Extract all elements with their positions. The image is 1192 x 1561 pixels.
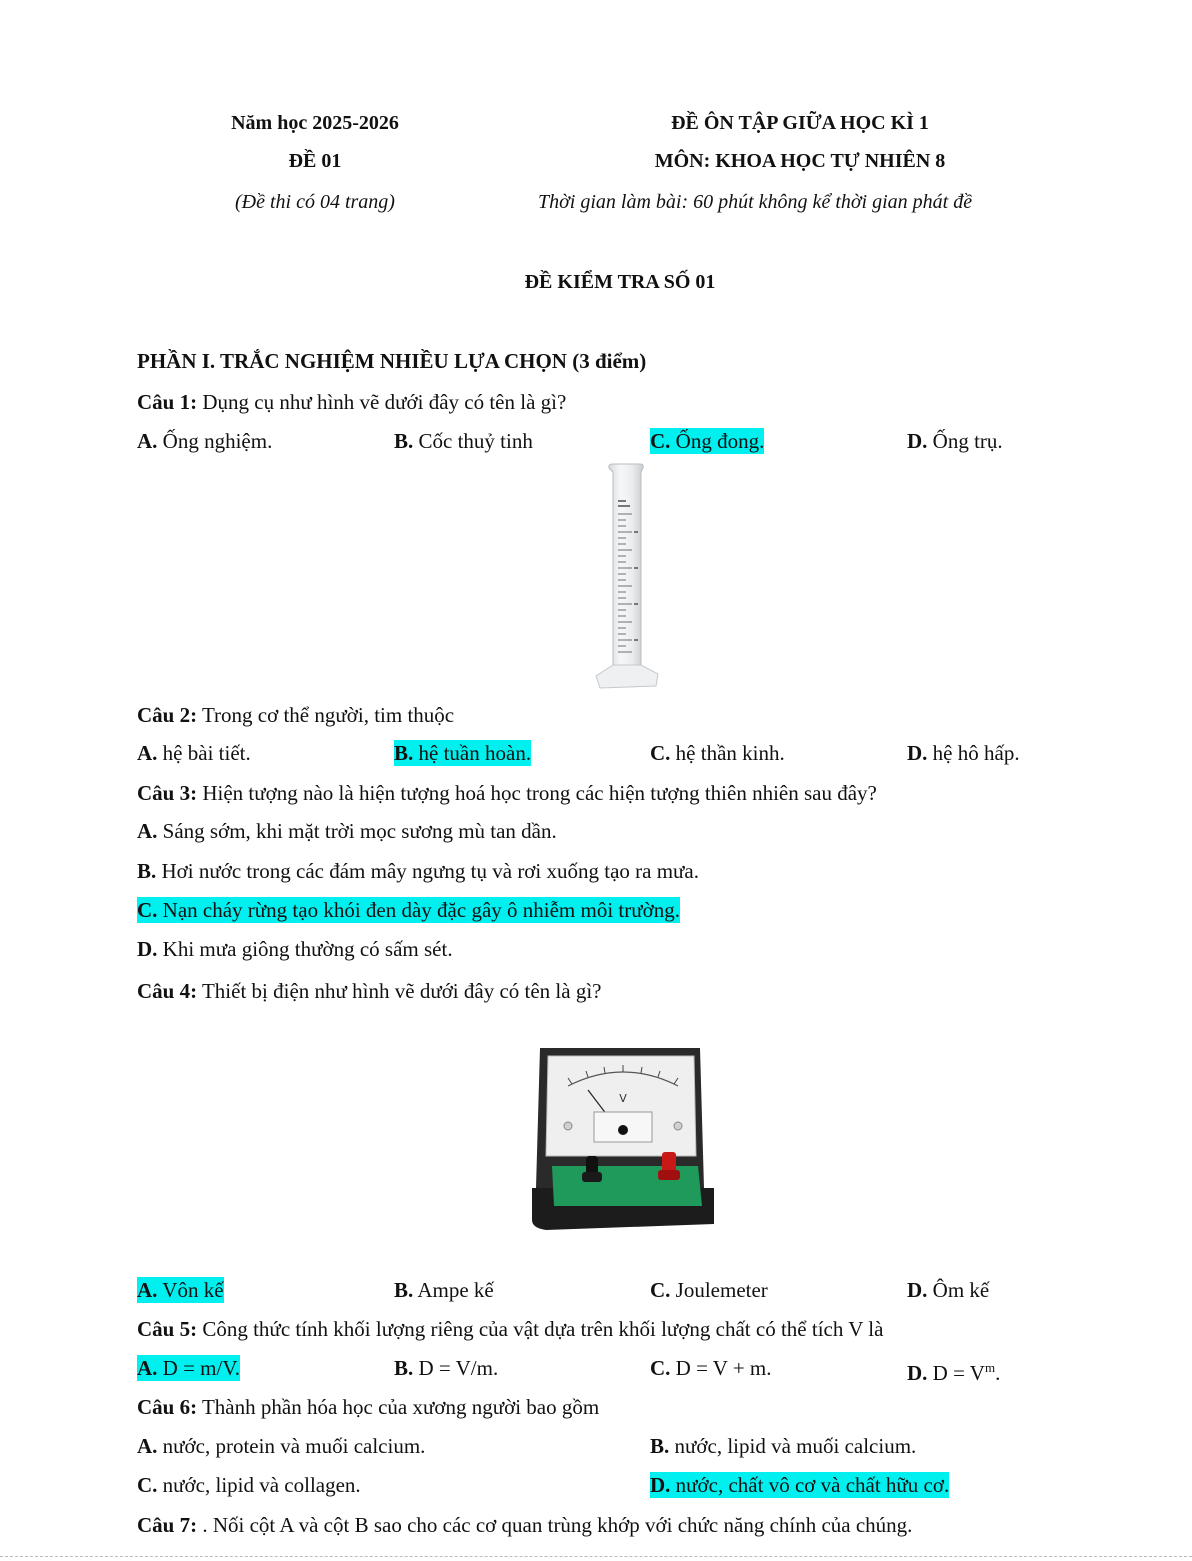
option-letter: C. (650, 429, 671, 453)
question-6 (137, 1394, 599, 1420)
q1-option-a[interactable] (137, 428, 272, 454)
option-letter: D. (907, 1278, 928, 1302)
option-text: nước, chất vô cơ và chất hữu cơ. (675, 1473, 950, 1497)
q3-option-a[interactable] (137, 818, 557, 844)
option-letter: A. (137, 1278, 158, 1302)
q4-option-c[interactable] (650, 1277, 768, 1303)
question-3 (137, 780, 877, 806)
option-letter: B. (650, 1434, 670, 1458)
option-text: hệ bài tiết. (162, 741, 251, 765)
q6-option-c[interactable] (137, 1472, 361, 1498)
question-label: Câu 2: (137, 703, 198, 727)
option-text: hệ thần kinh. (675, 741, 785, 765)
option-text: Cốc thuỷ tinh (418, 429, 533, 453)
question-text: Dụng cụ như hình vẽ dưới đây có tên là gì? (202, 390, 567, 414)
q2-option-d[interactable] (907, 740, 1020, 766)
question-label: Câu 6: (137, 1395, 198, 1419)
q6-option-b[interactable] (650, 1433, 916, 1459)
q4-option-b[interactable] (394, 1277, 494, 1303)
page-note: (Đề thi có 04 trang) (235, 191, 395, 213)
graduated-cylinder-image (588, 462, 668, 694)
option-tail: . (995, 1361, 1001, 1385)
test-title: ĐỀ KIỂM TRA SỐ 01 (524, 271, 716, 293)
page-bottom-rule (0, 1556, 1192, 1557)
option-text: Ống đong. (675, 429, 765, 453)
q4-option-d[interactable] (907, 1277, 989, 1303)
question-text: Thiết bị điện như hình vẽ dưới đây có tên là gì? (201, 979, 602, 1003)
option-letter: B. (394, 1356, 414, 1380)
option-text: Vôn kế (162, 1278, 224, 1302)
option-letter: C. (650, 1356, 671, 1380)
question-label: Câu 1: (137, 390, 198, 414)
section-title: PHẦN I. TRẮC NGHIỆM NHIỀU LỰA CHỌN (3 điểm) (137, 349, 647, 373)
question-label: Câu 3: (137, 781, 198, 805)
question-text: Trong cơ thể người, tim thuộc (201, 703, 455, 727)
option-letter: D. (650, 1473, 671, 1497)
question-label: Câu 4: (137, 979, 198, 1003)
question-text: . Nối cột A và cột B sao cho các cơ quan trùng khớp với chức năng chính của chúng. (202, 1513, 913, 1537)
q6-option-a[interactable] (137, 1433, 425, 1459)
question-text: Thành phần hóa học của xương người bao gồm (201, 1395, 600, 1419)
option-text: hệ tuần hoàn. (418, 741, 532, 765)
option-text: Nạn cháy rừng tạo khói đen dày đặc gây ô nhiễm môi trường. (162, 898, 680, 922)
question-label: Câu 7: (137, 1513, 198, 1537)
subject: MÔN: KHOA HỌC TỰ NHIÊN 8 (654, 150, 946, 172)
option-text: Sáng sớm, khi mặt trời mọc sương mù tan dần. (162, 819, 557, 843)
voltmeter-image (528, 1038, 718, 1234)
question-1 (137, 389, 566, 415)
q3-option-b[interactable] (137, 858, 699, 884)
option-letter: D. (907, 429, 928, 453)
q1-option-d[interactable] (907, 428, 1003, 454)
option-text: nước, lipid và collagen. (162, 1473, 361, 1497)
q5-option-c[interactable] (650, 1355, 772, 1381)
q2-option-a[interactable] (137, 740, 251, 766)
exam-code: ĐỀ 01 (288, 150, 342, 172)
school-year: Năm học 2025-2026 (231, 112, 399, 134)
option-letter: D. (907, 741, 928, 765)
q5-option-b[interactable] (394, 1355, 498, 1381)
option-text: Ampe kế (417, 1278, 494, 1302)
option-letter: A. (137, 819, 158, 843)
q2-option-c[interactable] (650, 740, 785, 766)
q1-option-c[interactable] (650, 428, 764, 454)
option-letter: D. (907, 1361, 928, 1385)
q2-option-b[interactable] (394, 740, 531, 766)
option-letter: B. (394, 1278, 414, 1302)
option-letter: B. (394, 741, 414, 765)
option-letter: A. (137, 1356, 158, 1380)
option-text: hệ hô hấp. (932, 741, 1020, 765)
q6-option-d[interactable] (650, 1472, 949, 1498)
option-text: nước, lipid và muối calcium. (674, 1434, 917, 1458)
option-letter: A. (137, 741, 158, 765)
time-note: Thời gian làm bài: 60 phút không kể thời gian phát đề (538, 191, 973, 213)
option-letter: D. (137, 937, 158, 961)
option-text: D = V + m. (675, 1356, 772, 1380)
question-label: Câu 5: (137, 1317, 198, 1341)
option-text: Ống trụ. (932, 429, 1003, 453)
option-text: D = V (932, 1361, 985, 1385)
q4-option-a[interactable] (137, 1277, 224, 1303)
option-text: D = m/V. (162, 1356, 241, 1380)
exam-title: ĐỀ ÔN TẬP GIỮA HỌC KÌ 1 (671, 112, 929, 134)
option-text: D = V/m. (418, 1356, 499, 1380)
q3-option-d[interactable] (137, 936, 453, 962)
q3-option-c[interactable] (137, 897, 680, 923)
option-letter: C. (650, 741, 671, 765)
question-5 (137, 1316, 883, 1342)
option-letter: B. (394, 429, 414, 453)
option-text: Joulemeter (675, 1278, 768, 1302)
option-letter: A. (137, 1434, 158, 1458)
option-letter: C. (137, 1473, 158, 1497)
dial-symbol: V (619, 1092, 627, 1105)
option-text: nước, protein và muối calcium. (162, 1434, 426, 1458)
q5-option-d[interactable] (907, 1355, 1000, 1386)
option-text: Hơi nước trong các đám mây ngưng tụ và rơi xuống tạo ra mưa. (161, 859, 700, 883)
question-text: Công thức tính khối lượng riêng của vật dựa trên khối lượng chất có thể tích V là (202, 1317, 884, 1341)
option-text: Ôm kế (932, 1278, 990, 1302)
option-text: Ống nghiệm. (162, 429, 273, 453)
option-letter: A. (137, 429, 158, 453)
q5-option-a[interactable] (137, 1355, 240, 1381)
option-superscript: m (984, 1360, 996, 1375)
option-text: Khi mưa giông thường có sấm sét. (162, 937, 453, 961)
option-letter: C. (650, 1278, 671, 1302)
question-4 (137, 978, 602, 1004)
q1-option-b[interactable] (394, 428, 533, 454)
question-text: Hiện tượng nào là hiện tượng hoá học trong các hiện tượng thiên nhiên sau đây? (202, 781, 877, 805)
question-7 (137, 1512, 912, 1538)
option-letter: B. (137, 859, 157, 883)
question-2 (137, 702, 454, 728)
option-letter: C. (137, 898, 158, 922)
